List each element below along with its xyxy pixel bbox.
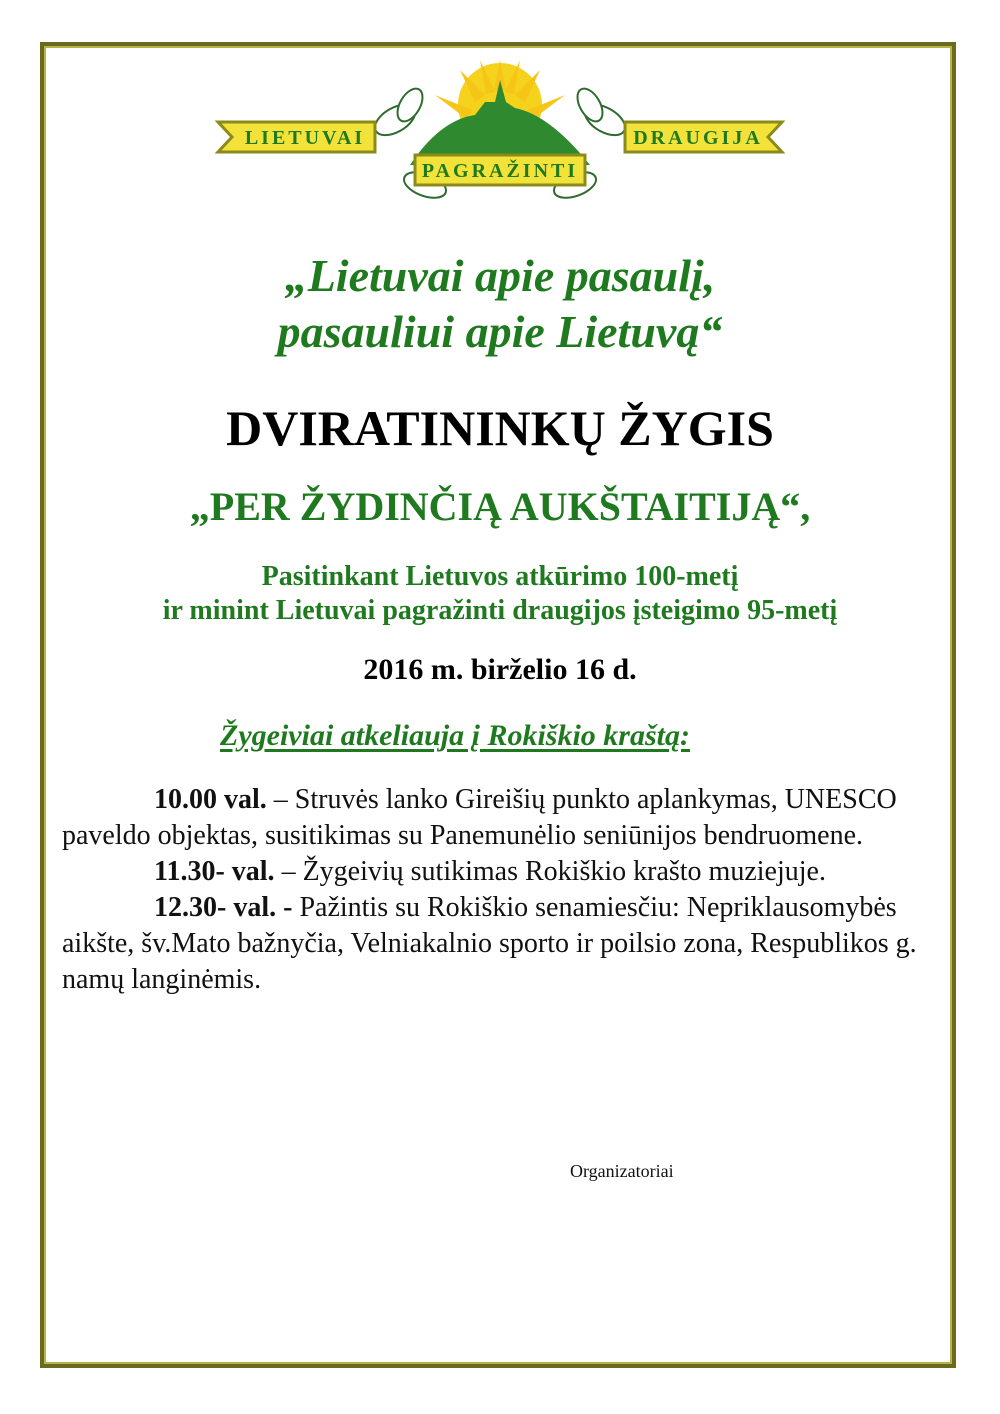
occasion-line-1: Pasitinkant Lietuvos atkūrimo 100-metį	[261, 561, 739, 592]
program-text: Pažintis su Rokiškio senamiesčiu: Nepriklausomybės aikšte, šv.Mato bažnyčia, Velniakalnio sporto ir poilsio zona, Respublikos g. namų langinėmis.	[62, 892, 917, 995]
section-heading: Žygeiviai atkeliauja į Rokiškio kraštą:	[220, 719, 690, 752]
program-time: 11.30- val.	[154, 856, 275, 887]
organizers-signature: Organizatoriai	[570, 1161, 674, 1181]
program-time: 12.30- val. -	[154, 892, 293, 923]
program-item	[62, 854, 952, 890]
logo-word-1: LIETUVAI	[244, 127, 366, 149]
program-time: 10.00 val.	[154, 784, 267, 815]
occasion	[0, 560, 1000, 628]
slogan-line-1: „Lietuvai apie pasaulį,	[284, 250, 716, 301]
hill-icon	[410, 80, 590, 165]
society-emblem-icon	[210, 60, 790, 210]
program-text: – Struvės lanko Gireišių punkto aplankymas, UNESCO paveldo objektas, susitikimas su Panemunėlio seniūnijos bendruomene.	[62, 784, 897, 851]
program-text: – Žygeivių sutikimas Rokiškio krašto muziejuje.	[274, 856, 826, 887]
page-border	[40, 42, 956, 1368]
logo-word-2: PAGRAŽINTI	[421, 160, 579, 182]
logo-word-3: DRAUGIJA	[633, 127, 763, 149]
event-subtitle: „PER ŽYDINČIĄ AUKŠTAITIJĄ“,	[189, 484, 811, 529]
event-title: DVIRATININKŲ ŽYGIS	[226, 400, 774, 456]
occasion-line-2: ir minint Lietuvai pagražinti draugijos įsteigimo 95-metį	[162, 595, 838, 626]
slogan	[0, 248, 1000, 360]
event-date: 2016 m. birželio 16 d.	[363, 653, 637, 686]
slogan-line-2: pasauliui apie Lietuvą“	[277, 306, 723, 357]
program-item	[62, 782, 952, 854]
program-item	[62, 890, 952, 998]
program-list	[62, 782, 952, 998]
